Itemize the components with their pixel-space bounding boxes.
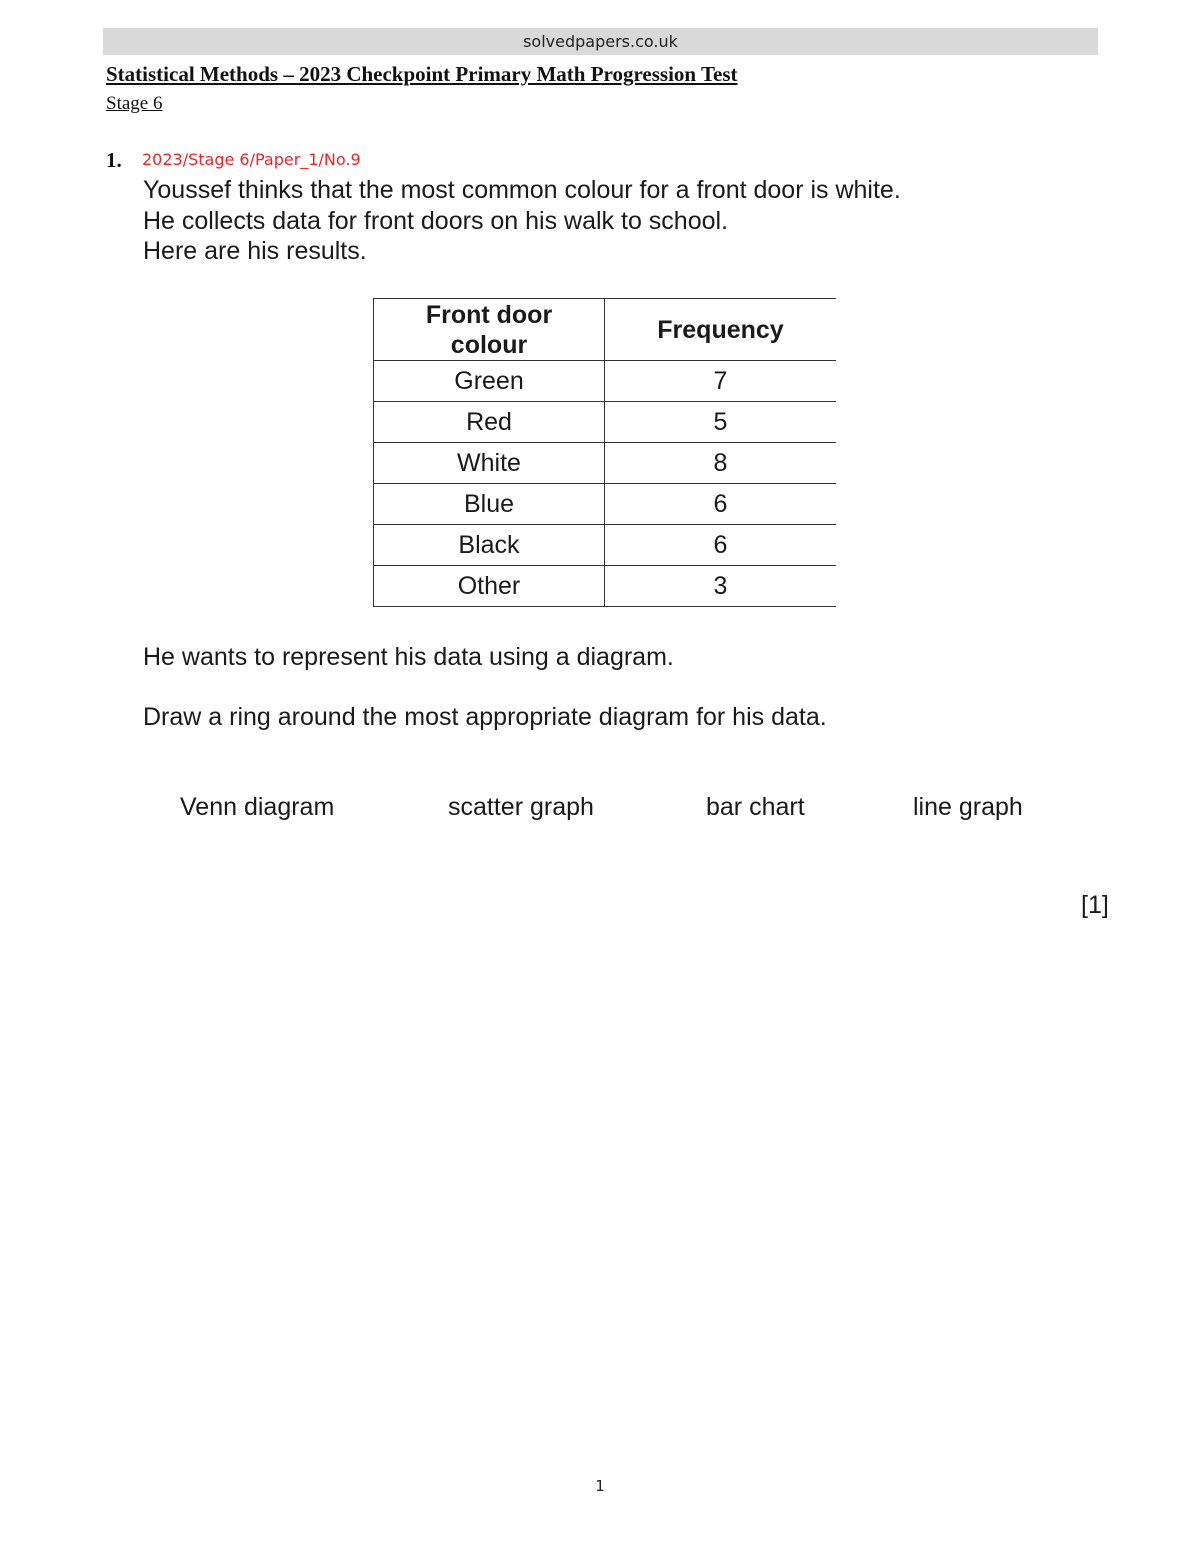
frequency-cell: 6 [605,525,837,566]
colour-cell: Red [374,402,605,443]
table-row [374,484,837,525]
site-name: solvedpapers.co.uk [523,32,678,51]
table-row [374,566,837,607]
table-row [374,443,837,484]
question-number: 1. [106,148,122,172]
question-intro-line: He collects data for front doors on his walk to school. [143,207,729,235]
question-instruction-line: Draw a ring around the most appropriate diagram for his data. [143,703,827,731]
stage-label: Stage 6 [106,93,163,114]
table-row [374,361,837,402]
question-intro-line: Here are his results. [143,237,367,265]
question-instruction-line: He wants to represent his data using a diagram. [143,643,674,671]
option-line-graph[interactable]: line graph [913,793,1023,821]
option-bar-chart[interactable]: bar chart [706,793,805,821]
colour-cell: Black [374,525,605,566]
frequency-cell: 7 [605,361,837,402]
question-reference: 2023/Stage 6/Paper_1/No.9 [142,150,361,169]
option-venn-diagram[interactable]: Venn diagram [180,793,335,821]
frequency-cell: 5 [605,402,837,443]
table-row [374,525,837,566]
frequency-cell: 6 [605,484,837,525]
table-header-row [374,299,837,361]
frequency-table [373,298,836,607]
header-frequency: Frequency [605,299,837,361]
colour-cell: Blue [374,484,605,525]
site-header-bar [103,28,1098,55]
frequency-cell: 3 [605,566,837,607]
page-number: 1 [595,1477,605,1495]
question-intro-line: Youssef thinks that the most common colour for a front door is white. [143,176,901,204]
option-scatter-graph[interactable]: scatter graph [448,793,594,821]
table-row [374,402,837,443]
header-front-door-colour [374,299,605,361]
colour-cell: White [374,443,605,484]
header-label: Front door colour [425,300,553,359]
colour-cell: Other [374,566,605,607]
document-title: Statistical Methods – 2023 Checkpoint Primary Math Progression Test [106,62,738,86]
colour-cell: Green [374,361,605,402]
marks-label: [1] [1081,891,1109,919]
frequency-cell: 8 [605,443,837,484]
